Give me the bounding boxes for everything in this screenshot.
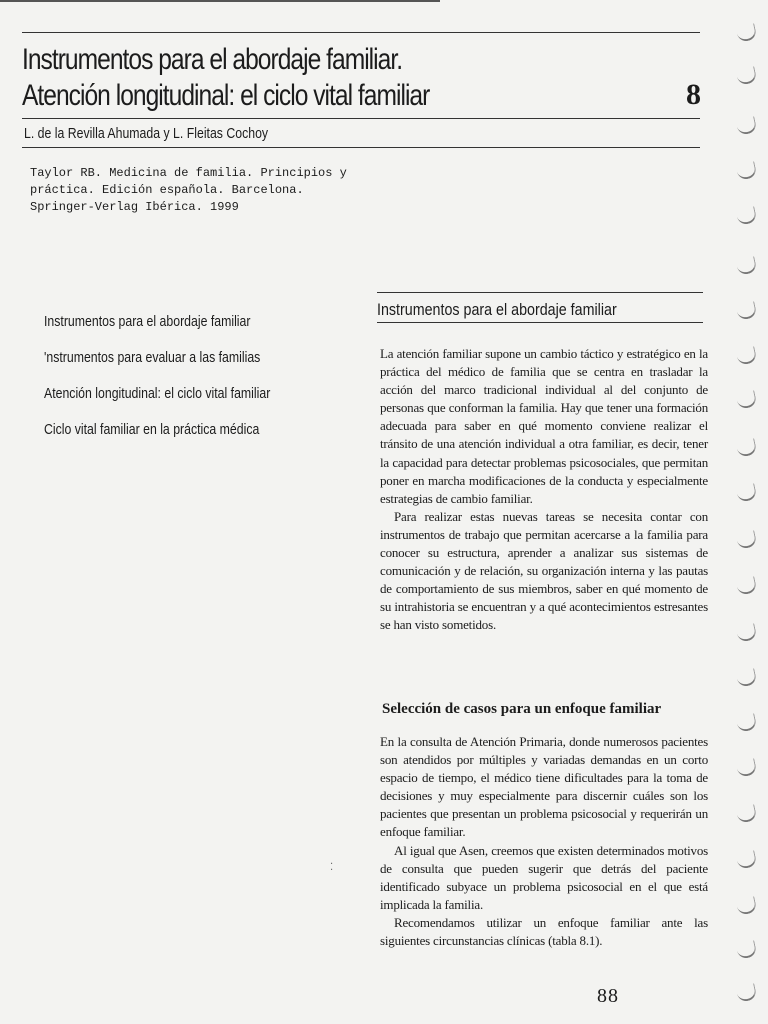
contents-item: Instrumentos para el abordaje familiar	[44, 313, 251, 330]
binding-ring	[736, 804, 758, 824]
binding-ring	[736, 940, 758, 960]
body-paragraph: Recomendamos utilizar un enfoque familiar ante las siguientes circunstancias clínicas (tabla 8.1).	[380, 914, 708, 949]
binding-ring	[736, 758, 758, 778]
body-paragraph: En la consulta de Atención Primaria, donde numerosos pacientes son atendidos por múltiples y variadas demandas en un corto espacio de tiempo, el médico tiene dificultades para la toma de decisiones y muy especialmente para discernir cuáles son los pacientes que presentan un problema psicosocial y requerirán un enfoque familiar.	[380, 734, 708, 840]
binding-ring	[736, 206, 758, 226]
binding-ring	[736, 713, 758, 733]
binding-ring	[736, 390, 758, 410]
citation-line-3: Springer-Verlag Ibérica. 1999	[30, 200, 239, 214]
binding-ring	[736, 161, 758, 181]
chapter-title	[22, 42, 547, 114]
binding-ring	[736, 66, 758, 86]
subsection-heading: Selección de casos para un enfoque familiar	[382, 701, 662, 717]
citation-line-2: práctica. Edición española. Barcelona.	[30, 183, 304, 197]
contents-item: Atención longitudinal: el ciclo vital familiar	[44, 385, 271, 402]
header-rule-bottom	[22, 147, 700, 148]
contents-item: 'nstrumentos para evaluar a las familias	[44, 349, 261, 366]
binding-ring	[736, 576, 758, 596]
citation-line-1: Taylor RB. Medicina de familia. Principios y	[30, 166, 347, 180]
header-rule-middle	[22, 118, 700, 119]
subsection-body	[380, 733, 708, 950]
section-body	[380, 345, 708, 635]
contents-item: Ciclo vital familiar en la práctica médica	[44, 421, 260, 438]
body-paragraph: La atención familiar supone un cambio táctico y estratégico en la práctica del médico de familia que se centra en trasladar la acción del marco tradicional individual al del conjunto de personas que conforman la familia. Hay que tener una formación adecuada para saber en qué momento conviene realizar el tránsito de una atención individual a otra familiar, es decir, tener la capacidad para detectar problemas psicosociales, que permitan poner en marcha modificaciones de la conducta y especialmente estrategias de cambio familiar.	[380, 346, 708, 506]
binding-ring	[736, 116, 758, 136]
scan-speck: ⁚	[330, 862, 334, 873]
chapter-contents-list	[44, 312, 320, 456]
chapter-authors: L. de la Revilla Ahumada y L. Fleitas Cochoy	[24, 125, 269, 142]
binding-ring	[736, 668, 758, 688]
chapter-title-line-1: Instrumentos para el abordaje familiar.	[22, 43, 403, 76]
header-rule-top	[22, 32, 700, 33]
chapter-number: 8	[686, 78, 701, 111]
binding-ring	[736, 301, 758, 321]
binding-ring	[736, 346, 758, 366]
binding-ring	[736, 256, 758, 276]
section-rule-bottom	[377, 322, 703, 323]
top-edge-rule	[0, 0, 440, 2]
section-heading: Instrumentos para el abordaje familiar	[377, 300, 617, 319]
binding-ring	[736, 896, 758, 916]
binding-ring	[736, 438, 758, 458]
binding-ring	[736, 483, 758, 503]
body-paragraph: Para realizar estas nuevas tareas se necesita contar con instrumentos de trabajo que permitan acercarse a la familia para conocer su estructura, aprender a analizar sus sistemas de comunicación y de relación, su organización interna y las pautas de comportamiento de sus miembros, saber en qué momento de su intrahistoria se encuentran y a qué acontecimientos estresantes se han visto sometidos.	[380, 508, 708, 633]
binding-ring	[736, 530, 758, 550]
chapter-title-line-2: Atención longitudinal: el ciclo vital familiar	[22, 79, 430, 112]
binding-ring	[736, 983, 758, 1003]
page-number: 88	[597, 985, 619, 1007]
bibliographic-citation	[30, 165, 390, 216]
section-rule-top	[377, 292, 703, 293]
binding-ring	[736, 23, 758, 43]
binding-ring	[736, 850, 758, 870]
binding-ring	[736, 623, 758, 643]
spiral-binding	[720, 0, 760, 1024]
body-paragraph: Al igual que Asen, creemos que existen determinados motivos de consulta que pueden sugerir que detrás del paciente identificado subyace un problema psicosocial en el que está implicada la familia.	[380, 842, 708, 912]
